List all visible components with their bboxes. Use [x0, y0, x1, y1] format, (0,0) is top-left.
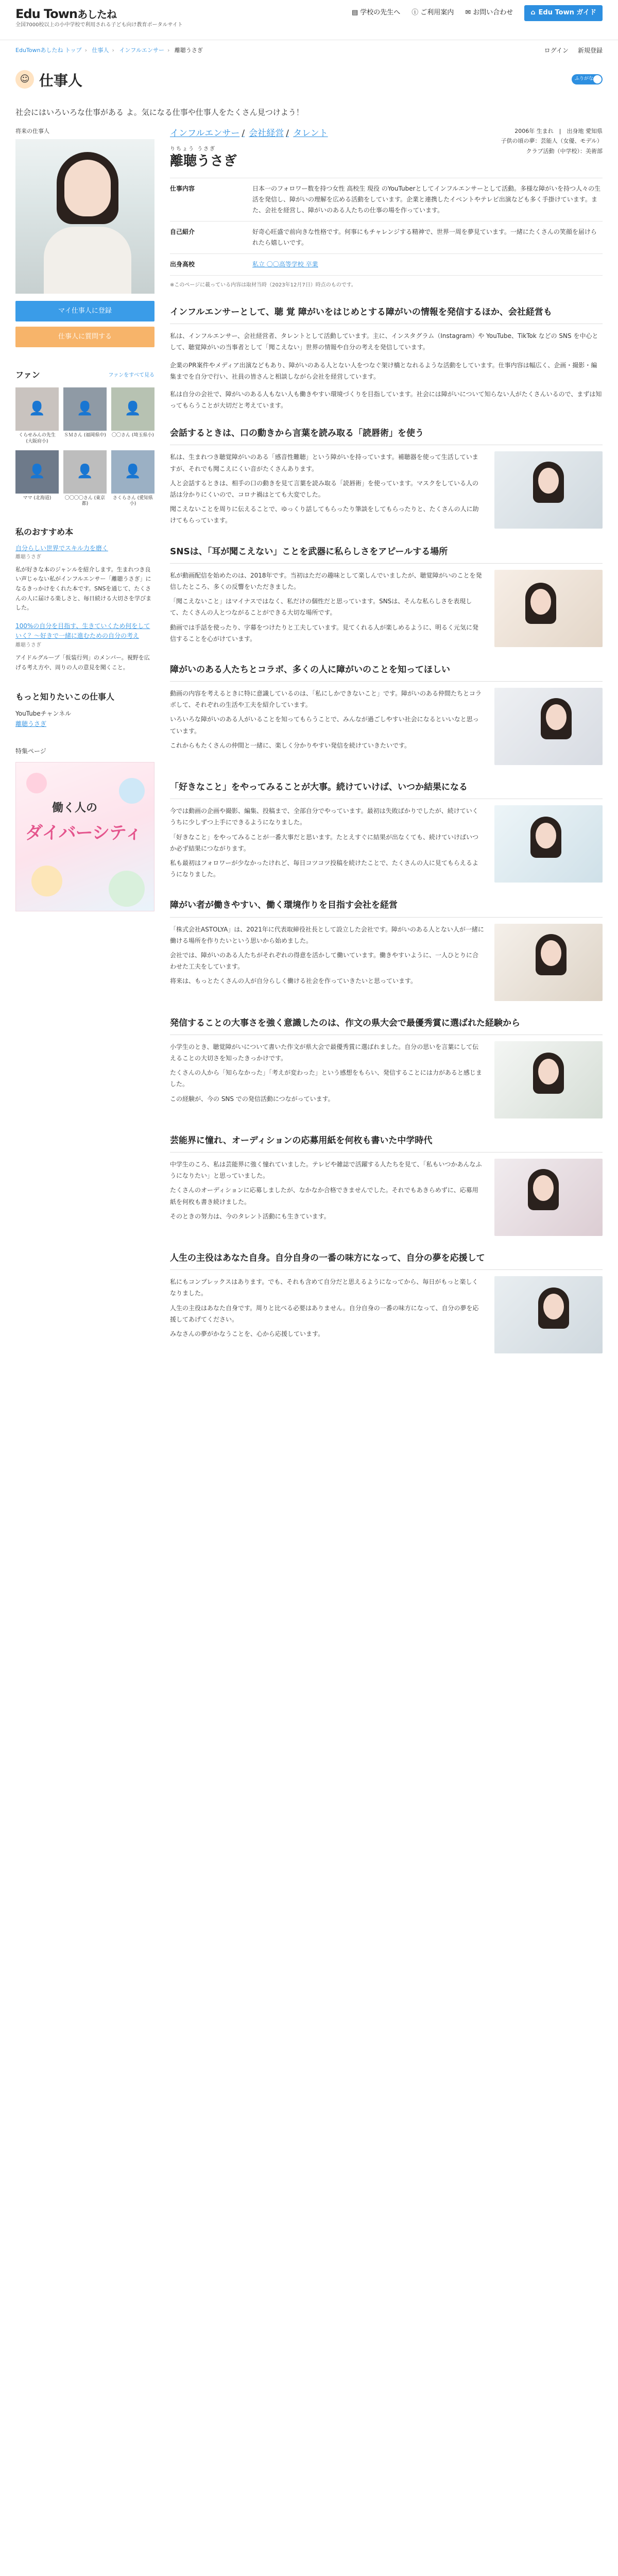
fan-card[interactable]: 👤 〇〇さん (埼玉県小): [111, 387, 154, 445]
article-paragraph: 人生の主役はあなた自身です。周りと比べる必要はありません。自分自身の一番の味方になって、自分の夢を応援してあげてください。: [170, 1304, 479, 1323]
article-paragraph: 「聞こえないこと」はマイナスではなく、私だけの個性だと思っています。SNSは、そんな私らしさを表現して、たくさんの人とつながることができる大切な場所です。: [170, 598, 472, 617]
article-body: [170, 451, 603, 529]
special-title: 特集ページ: [15, 748, 46, 755]
article-paragraph: 私は、インフルエンサー、会社経営者、タレントとして活動しています。主に、インスタグラム（Instagram）や YouTube、TikTok などの SNS を中心として、聴覚障がいの当事者として「聞こえない」世界の情報や自分の考えを発信しています。: [170, 332, 598, 351]
category-links: インフルエンサー / 会社経営 / タレント: [170, 128, 328, 139]
profile-table: [170, 178, 603, 276]
breadcrumb-influencer[interactable]: インフルエンサー: [119, 47, 164, 54]
article-heading: 人生の主役はあなた自身。自分自身の一番の味方になって、自分の夢を応援して: [170, 1251, 603, 1270]
furigana-toggle[interactable]: ふりがな: [572, 74, 603, 84]
article-photo: [494, 688, 603, 765]
article-heading: 会話するときは、口の動きから言葉を読み取る「読唇術」を使う: [170, 427, 603, 445]
more-title: もっと知りたいこの仕事人: [15, 692, 115, 702]
article-paragraph: 私にもコンプレックスはあります。でも、それも含めて自分だと思えるようになってから、毎日がもっと楽しくなりました。: [170, 1278, 478, 1297]
edutown-guide-button[interactable]: ⌂ Edu Town ガイド: [524, 5, 603, 21]
breadcrumb-home[interactable]: EduTownあしたね トップ: [15, 47, 82, 54]
article-photo: [494, 805, 603, 883]
more-text-a: YouTubeチャンネル: [15, 710, 72, 718]
article-heading: 障がいのある人たちとコラボ、多くの人に障がいのことを知ってほしい: [170, 663, 603, 682]
article-paragraph: 私は、生まれつき聴覚障がいのある「感音性難聴」という障がいを持っています。補聴器を使って生活していますが、それでも聞こえにくい音がたくさんあります。: [170, 453, 478, 472]
ask-question-button[interactable]: 仕事人に質問する: [15, 327, 154, 347]
main-column: [170, 126, 603, 1353]
house-icon: ⌂: [530, 9, 536, 16]
article-body: [170, 1159, 603, 1236]
site-tagline: 全国7000校以上の小中学校で利用される子ども向け教育ポータルサイト: [15, 22, 183, 28]
breadcrumb: EduTownあしたね トップ › 仕事人 › インフルエンサー › 離聴うさぎ: [15, 47, 203, 54]
article-body: [170, 805, 603, 883]
article-heading: 芸能界に憧れ、オーディションの応募用紙を何枚も書いた中学時代: [170, 1134, 603, 1153]
add-mylist-button[interactable]: マイ仕事人に登録: [15, 301, 154, 321]
recommend-box: [15, 525, 154, 672]
fan-card[interactable]: 👤 〇〇〇〇さん (東京都): [63, 450, 107, 507]
article-paragraph: 企業のPR案件やメディア出演などもあり、障がいのある人とない人をつなぐ架け橋となれるような活動をしています。仕事内容は幅広く、企画・撮影・編集までを自分で行い、社員の皆さんと相談しながら会社を経営しています。: [170, 361, 597, 380]
article-paragraph: 私も最初はフォロワーが少なかったけれど、毎日コツコツ投稿を続けたことで、たくさんの人に見てもらえるようになりました。: [170, 859, 478, 878]
article-photo: [494, 451, 603, 529]
page-title: 仕事人: [39, 72, 83, 89]
category-management[interactable]: 会社経営: [249, 128, 284, 139]
article-paragraph: そのときの努力は、今のタレント活動にも生きています。: [170, 1212, 330, 1220]
article-paragraph: 小学生のとき、聴覚障がいについて書いた作文が県大会で最優秀賞に選ばれました。自分の思いを言葉にして伝えることの大切さを知ったきっかけです。: [170, 1043, 479, 1062]
page-intro: 社会にはいろいろな仕事がある よ。気になる仕事や仕事人をたくさん見つけよう！: [15, 108, 304, 117]
article-body: [170, 688, 603, 765]
fan-card[interactable]: 👤 ＳＭさん (福岡県中): [63, 387, 107, 445]
top-nav: [352, 5, 603, 21]
article-paragraph: たくさんのオーディションに応募しましたが、なかなか合格できませんでした。それでもあきらめずに、応募用紙を何枚も書き続けました。: [170, 1187, 478, 1206]
info-icon: ⓘ: [411, 9, 419, 16]
profile-row: 自己紹介 好奇心旺盛で前向きな性格です。何事にもチャレンジする精神で、世界一周を夢見ています。一緒にたくさんの笑顔を届けられたら嬉しいです。: [170, 222, 603, 254]
banner-line-2: ダイバーシティ: [25, 823, 142, 844]
article-paragraph: 人と会話するときは、相手の口の動きを見て言葉を読み取る「読唇術」を使っています。マスクをしている人の話は分かりにくいので、コロナ禍はとても大変でした。: [170, 479, 479, 498]
breadcrumb-jobs[interactable]: 仕事人: [92, 47, 109, 54]
article-heading: 障がい者が働きやすい、働く環境作りを目指す会社を経営: [170, 899, 603, 917]
article-body: [170, 924, 603, 1001]
fan-card[interactable]: 👤 ママ (北海道): [15, 450, 59, 507]
name-ruby: りちょう うさぎ: [170, 146, 216, 152]
profile-row: 出身高校 私立 〇〇高等学校 卒業: [170, 254, 603, 276]
club-activity: クラブ活動（中学校）：美術部: [526, 147, 603, 155]
breadcrumb-current: 離聴うさぎ: [174, 47, 203, 54]
site-header: [0, 0, 618, 40]
profile-photo: [15, 139, 154, 294]
recommend-text: 私が好きな本のジャンルを紹介します。生まれつき良い声じゃない私がインフルエンサー「離聴うさぎ」になるきっかけをくれた本です。SNSを通じて、たくさんの人に届ける楽しさと、毎日続ける大切さを学びました。: [15, 566, 151, 612]
nav-contact[interactable]: ✉ お問い合わせ: [465, 7, 513, 19]
furigana-toggle-wrap: [572, 74, 603, 84]
article-paragraph: 将来は、もっとたくさんの人が自分らしく働ける社会を作っていきたいと思っています。: [170, 977, 417, 985]
article-paragraph: これからもたくさんの仲間と一緒に、楽しく分かりやすい発信を続けていきたいです。: [170, 741, 411, 749]
article-heading: SNSは、「耳が聞こえない」ことを武器に私らしさをアピールする場所: [170, 545, 603, 564]
register-link[interactable]: 新規登録: [577, 47, 603, 54]
profile-row: 仕事内容 日本一のフォロワー数を持つ女性 高校生 現役 のYouTuberとしてインフルエンサーとして活動。多様な障がいを持つ人々の生活を発信し、障がいの理解を広める活動をしています。企業と連携したイベントやテレビ出演なども多く手掛けています。また、会社を経営し、障がいのある人たちの仕事の場を作っています。: [170, 178, 603, 222]
fan-card[interactable]: 👤 さくらさん (愛知県小): [111, 450, 154, 507]
article-paragraph: いろいろな障がいのある人がいることを知ってもらうことで、みんなが過ごしやすい社会になるといいなと思っています。: [170, 716, 479, 735]
article-photo: [494, 1041, 603, 1118]
school-link[interactable]: 私立 〇〇高等学校 卒業: [252, 261, 318, 268]
fans-grid: [15, 387, 154, 507]
photo-label: 将来の仕事人: [15, 128, 49, 134]
recommend-meta-2: 離聴うさぎ: [15, 642, 41, 649]
article-paragraph: この経験が、今の SNS での発信活動につながっています。: [170, 1095, 334, 1103]
diversity-banner[interactable]: [15, 762, 154, 911]
nav-teachers[interactable]: ▤ 学校の先生へ: [352, 7, 400, 19]
book-icon: ▤: [351, 9, 358, 16]
article-body: [170, 570, 603, 648]
avatar-icon: 👤: [111, 450, 154, 494]
article-paragraph: 今では動画の企画や撮影、編集、投稿まで、全部自分でやっています。最初は失敗ばかりでしたが、続けていくうちに少しずつ上手にできるようになりました。: [170, 807, 478, 826]
article-heading: インフルエンサーとして、聴 覚 障がいをはじめとする障がいの情報を発信するほか、会社経営も: [170, 306, 603, 324]
fan-card[interactable]: 👤 くらせみんの先生 (大阪府小): [15, 387, 59, 445]
special-box: [15, 746, 154, 911]
more-box: [15, 690, 154, 728]
avatar-icon: 👤: [111, 387, 154, 431]
article-photo: [494, 924, 603, 1001]
avatar-icon: 👤: [63, 450, 107, 494]
born-year: 2006年 生まれ: [514, 128, 554, 134]
info-notice: ※このページに載っている内容は取材当時（2023年12月7日）時点のものです。: [170, 282, 356, 289]
recommend-link-2[interactable]: 100%の自分を目指す、生きていくため何をしていく？～好きで一緒に進むための自分の考え: [15, 622, 150, 640]
fans-header: [15, 368, 154, 382]
article-paragraph: 聞こえないことを周りに伝えることで、ゆっくり話してもらったり筆談をしてもらったりと、たくさんの人に助けてもらっています。: [170, 505, 479, 524]
avatar-icon: 👤: [15, 387, 59, 431]
recommend-meta: 離聴うさぎ: [15, 554, 41, 560]
article-photo: [494, 1159, 603, 1236]
childhood-dream: 子供の頃の夢：芸能人（女優、モデル）: [501, 138, 603, 145]
article-photo: [494, 570, 603, 647]
mail-icon: ✉: [465, 9, 471, 16]
category-influencer[interactable]: インフルエンサー: [170, 128, 240, 139]
article-paragraph: 動画では手話を使ったり、字幕をつけたりと工夫しています。見てくれる人が楽しめるように、明るく元気に発信することを心がけています。: [170, 623, 479, 642]
user-links: [544, 45, 603, 56]
worker-name: 離聴うさぎ: [170, 154, 237, 170]
article-heading: 「好きなこと」をやってみることが大事。続けていけば、いつか結果になる: [170, 781, 603, 799]
article-paragraph: 私が動画配信を始めたのは、2018年です。当初はただの趣味として楽しんでいましたが、聴覚障がいのことを発信したところ、多くの反響をいただきました。: [170, 571, 482, 590]
title-row: [0, 59, 618, 98]
recommend-text-2: アイドルグループ「仮装行列」のメンバー。視野を広げる考え方や、周りの人の意見を聞くこと。: [15, 654, 150, 671]
site-logo[interactable]: Edu Townあしたね: [15, 7, 116, 21]
login-link[interactable]: ログイン: [544, 47, 569, 54]
article-paragraph: 私は自分の会社で、障がいのある人もない人も働きやすい環境づくりを目指しています。社会には障がいについて知らない人がたくさんいるので、まずは知ってもらうことが大切だと考えています。: [170, 390, 602, 410]
left-column: [15, 126, 154, 911]
avatar-icon: 👤: [15, 450, 59, 494]
article-body: [170, 1276, 603, 1353]
nav-guide[interactable]: ⓘ ご利用案内: [411, 7, 454, 19]
article-paragraph: 「株式会社ASTOLYA」は、2021年に代表取締役社長として設立した会社です。障がいのある人とない人が一緒に働ける場所を作りたいという思いから始めました。: [170, 925, 484, 944]
article-paragraph: たくさんの人から「知らなかった」「考えが変わった」という感想をもらい、発信することには力があると感じました。: [170, 1069, 482, 1088]
article-paragraph: 中学生のころ、私は芸能界に強く憧れていました。テレビや雑誌で活躍する人たちを見て、「私もいつかあんなふうになりたい」と思っていました。: [170, 1160, 482, 1180]
worker-icon: ☺: [15, 70, 34, 89]
article-paragraph: 会社では、障がいのある人たちがそれぞれの得意を活かして働いています。働きやすいように、一人ひとりに合わせた工夫をしています。: [170, 951, 479, 971]
recommend-link[interactable]: 自分らしい世界でスキル力を磨く: [15, 545, 108, 552]
category-talent[interactable]: タレント: [293, 128, 328, 139]
recommend-title: 私のおすすめ本: [15, 527, 74, 537]
more-link[interactable]: 離聴うさぎ: [15, 720, 47, 728]
avatar-icon: 👤: [63, 387, 107, 431]
birthplace: 出身地 愛知県: [566, 128, 603, 134]
fans-more-link[interactable]: ファンをすべて見る: [108, 372, 154, 378]
article-paragraph: みなさんの夢がかなうことを、心から応援しています。: [170, 1330, 324, 1337]
article-paragraph: 「好きなこと」をやってみることが一番大事だと思います。たとえすぐに結果が出なくても、続けていけばいつか必ず結果につながります。: [170, 833, 479, 852]
article-paragraph: 動画の内容を考えるときに特に意識しているのは、「私にしかできないこと」です。障がいのある仲間たちとコラボして、それぞれの生活や工夫を紹介しています。: [170, 690, 482, 709]
fans-title: ファン: [15, 370, 40, 380]
article-heading: 発信することの大事さを強く意識したのは、作文の県大会で最優秀賞に選ばれた経験から: [170, 1016, 603, 1035]
article-body: [170, 1041, 603, 1118]
article-photo: [494, 1276, 603, 1353]
banner-line-1: 働く人の: [52, 802, 98, 815]
profile-attributes: 2006年 生まれ | 出身地 愛知県 子供の頃の夢：芸能人（女優、モデル） クラブ活動（中学校）：美術部: [448, 126, 603, 156]
sub-header: [0, 40, 618, 59]
